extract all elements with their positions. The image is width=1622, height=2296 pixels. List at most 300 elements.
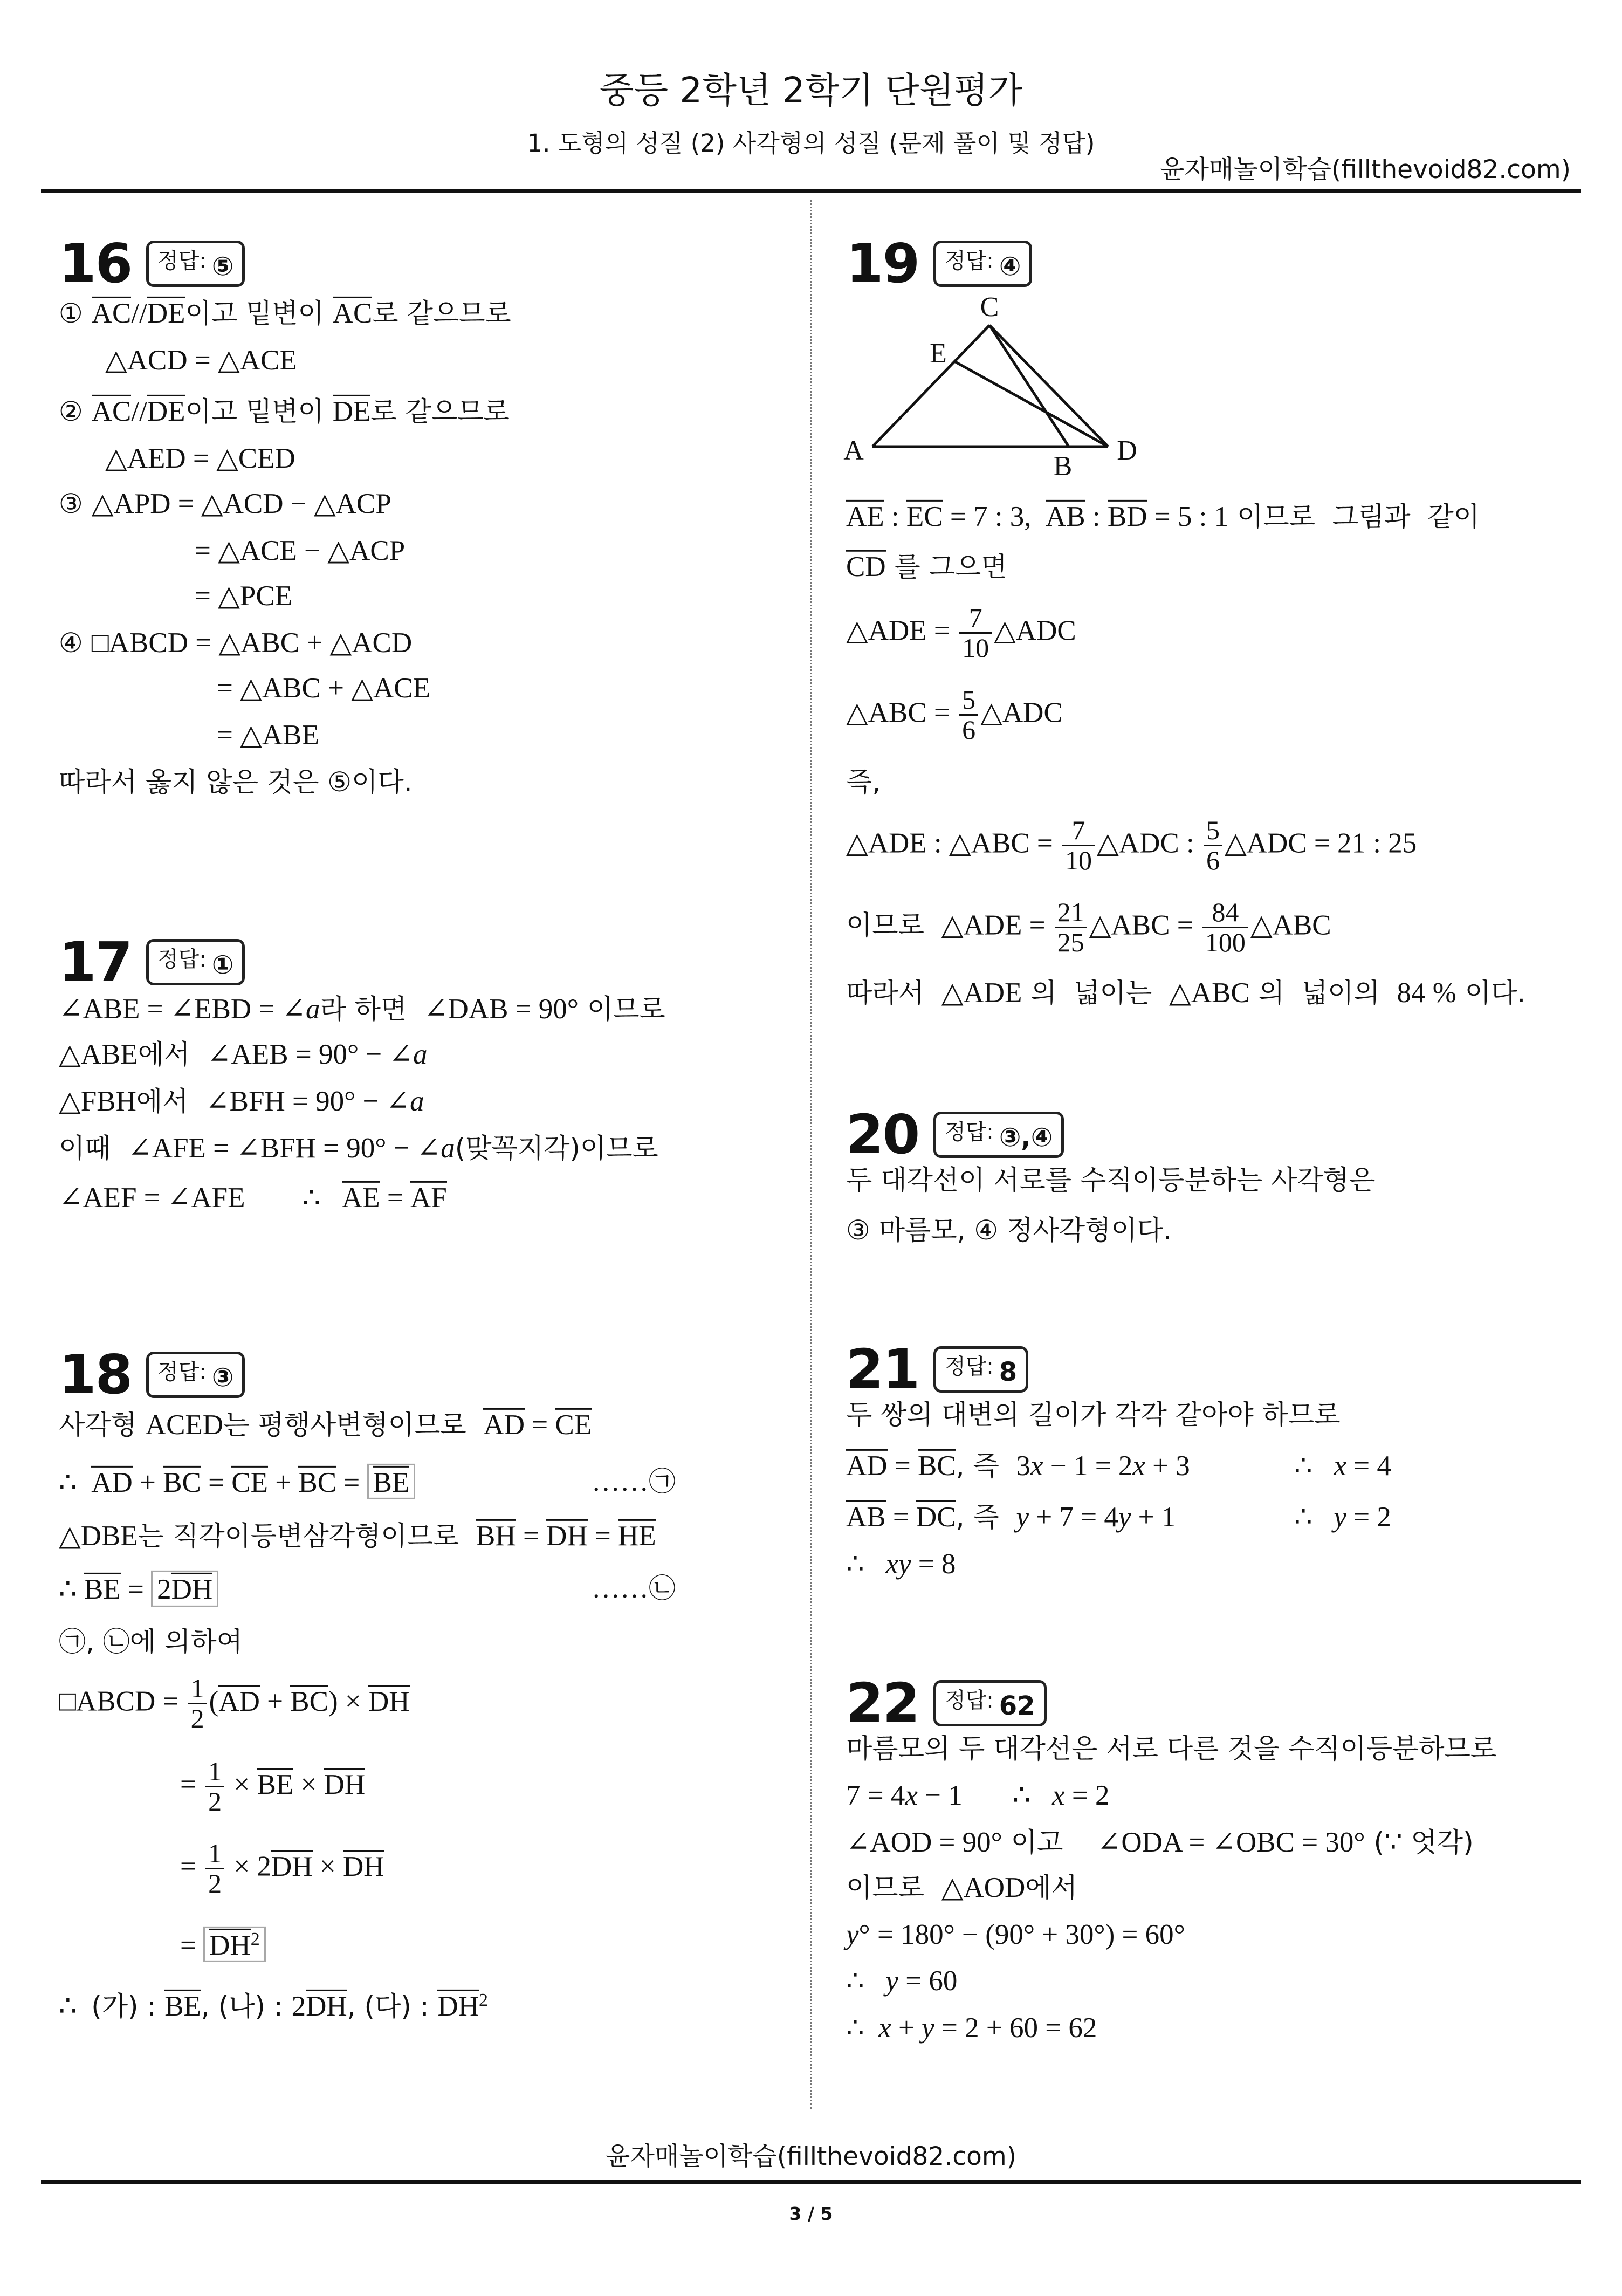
solution-line <box>846 1963 957 1999</box>
page-number: 3 / 5 <box>789 2203 833 2224</box>
answer-value: ① <box>211 950 234 980</box>
solution-line <box>846 1448 1391 1484</box>
text-run: 이므로 그림과 같이 <box>1228 501 1480 532</box>
fraction <box>959 604 992 662</box>
overlined-segment: BE <box>164 1990 201 2022</box>
math-expression: ∴ <box>59 1990 92 2022</box>
tab-aligned-note <box>592 1571 676 1606</box>
text-run: ㉠, ㉡에 의하여 <box>59 1626 243 1657</box>
math-expression: = 5 : 1 <box>1147 501 1229 532</box>
overlined-segment: AF <box>410 1182 447 1214</box>
text-run: 따라서 옳지 않은 것은 ⑤이다. <box>59 766 413 798</box>
solution-line <box>846 1778 1109 1813</box>
math-variable: x <box>905 1779 918 1811</box>
problem-number: 18 <box>59 1343 132 1406</box>
math-expression: ACED <box>145 1409 224 1441</box>
overlined-segment: EC <box>906 501 943 532</box>
solution-line <box>846 816 1417 874</box>
math-expression: △ABC = <box>846 697 958 729</box>
text-run: ㉡ <box>649 1572 676 1604</box>
text-run: 두 쌍의 대변의 길이가 각각 같아야 하므로 <box>846 1399 1341 1430</box>
overlined-segment: DE <box>332 395 371 427</box>
answer-label: 정답: <box>945 248 994 273</box>
solution-line <box>846 1825 1474 1860</box>
answer-label: 정답: <box>945 1354 994 1379</box>
math-variable: x <box>1052 1779 1065 1811</box>
solution-line <box>105 441 295 476</box>
math-expression: × <box>226 1769 257 1800</box>
overlined-segment: BD <box>1107 501 1147 532</box>
tab-aligned-note <box>1294 1499 1391 1535</box>
text-run: 이므로 <box>579 993 665 1025</box>
solution-line <box>195 533 405 568</box>
math-expression: ∴ <box>846 1965 886 1997</box>
overlined-segment: DH <box>437 1990 479 2022</box>
solution-line <box>59 1130 658 1166</box>
solution-line <box>846 1917 1185 1952</box>
fraction <box>205 1757 224 1815</box>
fraction-denominator: 2 <box>190 1703 204 1733</box>
math-expression: + <box>132 1466 163 1498</box>
math-variable: y <box>922 2012 934 2044</box>
solution-line <box>59 1625 243 1659</box>
math-expression: △ADC <box>994 615 1076 647</box>
overlined-segment: AC <box>332 297 373 329</box>
fraction <box>1055 898 1087 956</box>
math-expression: △ABC <box>1169 977 1250 1009</box>
math-variable: y <box>1334 1501 1347 1533</box>
answer-box <box>146 1352 245 1398</box>
page-subtitle: 1. 도형의 성질 (2) 사각형의 성질 (문제 풀이 및 정답) <box>527 129 1095 157</box>
math-variable: a <box>441 1132 455 1164</box>
math-expression: ∵ <box>1384 1826 1403 1858</box>
text-run: , (다) : <box>347 1990 438 2022</box>
overlined-segment: DH <box>271 1850 313 1882</box>
fraction-numerator: 5 <box>1204 816 1222 846</box>
fraction-numerator: 7 <box>1062 816 1095 846</box>
overlined-segment: BE <box>84 1573 121 1605</box>
math-expression: = △ABE <box>217 719 319 751</box>
math-expression: : <box>884 501 906 532</box>
problem-number: 16 <box>59 232 132 295</box>
solution-line <box>180 1839 384 1897</box>
fraction-numerator: 5 <box>959 686 978 716</box>
math-expression: = 2 <box>1064 1779 1110 1811</box>
fraction-denominator: 25 <box>1057 927 1084 957</box>
fraction-numerator: 1 <box>188 1674 207 1704</box>
text-run: 로 같으므로 <box>372 297 511 329</box>
math-expression: △ADC : <box>1097 827 1201 859</box>
fraction <box>1204 816 1222 874</box>
math-expression: // <box>131 297 147 329</box>
math-variable: x <box>878 2012 891 2044</box>
fraction-denominator: 10 <box>1065 845 1092 875</box>
math-expression: × <box>293 1769 324 1800</box>
solution-line <box>59 1037 427 1072</box>
boxed-expression <box>203 1927 266 1962</box>
column-divider <box>810 200 812 2109</box>
math-expression: □ABCD = △ABC + △ACD <box>91 627 413 659</box>
answer-label: 정답: <box>157 1359 207 1385</box>
answer-box <box>146 939 245 985</box>
math-expression: − 1 ∴ <box>917 1779 1053 1811</box>
text-run: 는 평행사변형이므로 <box>223 1409 484 1441</box>
math-expression: ∴ <box>1294 1450 1334 1482</box>
solution-line <box>180 1927 266 1963</box>
segment-cd <box>989 325 1108 447</box>
math-expression: : <box>1085 501 1108 532</box>
math-expression: △ADE : △ABC = <box>846 827 1061 859</box>
solution-line <box>59 1674 410 1732</box>
math-expression: × 2 <box>226 1850 272 1882</box>
text-run: 이고 밑변이 <box>185 297 333 329</box>
overlined-segment: AD <box>483 1409 525 1441</box>
text-run: 라 하면 <box>320 993 424 1025</box>
text-run: ③ 마름모, ④ 정사각형이다. <box>846 1214 1172 1246</box>
math-variable: a <box>413 1038 428 1070</box>
solution-line <box>59 1464 676 1500</box>
math-expression: + <box>891 2012 922 2044</box>
label-e: E <box>930 338 947 369</box>
answer-box <box>933 241 1032 287</box>
overlined-segment: BC <box>917 1450 956 1482</box>
overlined-segment: DH <box>306 1990 347 2022</box>
math-variable: x <box>1132 1450 1145 1482</box>
text-run: 사각형 <box>59 1409 146 1441</box>
math-expression: + <box>268 1466 299 1498</box>
math-expression: ∠AEF = ∠AFE ∴ <box>59 1182 342 1214</box>
overlined-segment: DH <box>368 1685 410 1717</box>
math-expression: = <box>336 1466 367 1498</box>
math-expression: ∠AFE = ∠BFH = 90° − ∠ <box>128 1132 441 1164</box>
solution-line <box>846 1214 1172 1248</box>
solution-line <box>846 1499 1391 1535</box>
fraction <box>959 686 978 744</box>
fraction-denominator: 100 <box>1205 927 1246 957</box>
math-expression: = △ABC + △ACE <box>217 672 431 704</box>
math-expression: = <box>180 1850 204 1882</box>
math-expression: ∠ODA = ∠OBC = 30° <box>1097 1826 1365 1858</box>
math-variable: a <box>306 993 320 1025</box>
math-expression: △ADE = <box>846 615 958 647</box>
answer-box <box>933 1112 1064 1158</box>
segment-ed <box>954 361 1108 447</box>
answer-value: 8 <box>999 1357 1018 1387</box>
math-expression: ∠BFH = 90° − ∠ <box>205 1085 410 1117</box>
math-expression: …… <box>592 1572 649 1604</box>
text-run: ( <box>1365 1826 1384 1858</box>
text-run: 에서 <box>138 1038 208 1070</box>
math-expression: △ACD = △ACE <box>105 344 297 376</box>
overlined-segment: DE <box>147 395 185 427</box>
math-variable: y <box>885 1965 899 1997</box>
text-run: 이므로 <box>846 909 941 941</box>
problem-number: 20 <box>846 1103 919 1166</box>
overlined-segment: AD <box>218 1685 260 1717</box>
label-a: A <box>843 435 864 466</box>
problem-number: 21 <box>846 1338 919 1401</box>
overlined-segment: BE <box>257 1769 294 1800</box>
math-expression: × <box>312 1850 343 1882</box>
overlined-segment: AD <box>91 1466 133 1498</box>
text-run: 에서 <box>136 1085 206 1117</box>
math-expression: □ABCD = <box>59 1685 186 1717</box>
text-run: 엇각) <box>1402 1826 1474 1858</box>
math-expression: △DBE <box>59 1520 138 1552</box>
fraction <box>1202 898 1248 956</box>
fraction <box>1062 816 1095 874</box>
answer-value: 62 <box>999 1691 1035 1721</box>
overlined-segment: AE <box>341 1182 380 1214</box>
solution-line <box>180 1757 365 1815</box>
fraction <box>205 1839 224 1897</box>
overlined-segment: AD <box>846 1450 888 1482</box>
fraction <box>188 1674 207 1732</box>
math-expression: = 8 <box>911 1548 956 1580</box>
solution-line <box>59 1180 447 1216</box>
text-run: , (나) : <box>201 1990 292 2022</box>
math-expression: 2 <box>157 1573 171 1605</box>
text-run: ② <box>59 395 92 427</box>
problem-19-triangle-figure <box>830 291 1165 485</box>
fraction-numerator: 7 <box>959 604 992 634</box>
math-expression: = △ACE − △ACP <box>195 534 406 566</box>
solution-line <box>846 686 1063 744</box>
overlined-segment: CD <box>846 551 886 582</box>
math-expression: + 3 <box>1145 1450 1190 1482</box>
math-expression: = <box>380 1182 410 1214</box>
text-run: 이므로 <box>846 1872 941 1903</box>
page-title: 중등 2학년 2학기 단원평가 <box>599 70 1023 111</box>
solution-line <box>59 991 665 1027</box>
math-expression: …… <box>592 1465 649 1497</box>
text-run: 는 직각이등변삼각형이므로 <box>138 1520 477 1552</box>
math-expression: △AED = △CED <box>105 442 295 474</box>
math-expression: ∴ <box>846 2012 879 2044</box>
fraction-denominator: 6 <box>962 714 976 745</box>
math-expression: = 2 <box>1346 1501 1391 1533</box>
text-run: , 즉 <box>956 1501 1016 1533</box>
math-expression: ∴ <box>1294 1501 1334 1533</box>
math-expression: + <box>259 1685 291 1717</box>
fraction-denominator: 6 <box>1206 845 1220 875</box>
header-rule <box>41 189 1581 193</box>
overlined-segment: AB <box>1046 501 1085 532</box>
solution-line <box>846 499 1480 534</box>
math-expression: △ABC <box>1250 909 1331 941</box>
overlined-segment: AC <box>91 395 132 427</box>
math-expression: ∠ABE = ∠EBD = ∠ <box>59 993 306 1025</box>
text-run: 즉, <box>846 766 881 798</box>
math-expression: ( <box>209 1685 219 1717</box>
header-brand: 윤자매놀이학습(fillthevoid82.com) <box>1160 155 1571 184</box>
text-run: 이때 <box>59 1132 128 1164</box>
solution-line <box>846 898 1331 956</box>
fraction-denominator: 2 <box>208 1786 222 1817</box>
solution-line <box>59 1407 592 1443</box>
solution-line <box>846 975 1525 1011</box>
answer-label: 정답: <box>945 1119 994 1144</box>
fraction-numerator: 84 <box>1202 898 1248 928</box>
answer-label: 정답: <box>157 248 207 273</box>
overlined-segment: HE <box>618 1520 656 1552</box>
fraction-denominator: 2 <box>208 1868 222 1899</box>
overlined-segment: AE <box>846 501 884 532</box>
math-expression: ∴ <box>59 1573 84 1605</box>
solution-line <box>846 1732 1496 1766</box>
math-expression: 7 = 4 <box>846 1779 905 1811</box>
label-b: B <box>1053 451 1073 482</box>
math-expression: = 7 : 3, <box>943 501 1046 532</box>
math-expression: △ABE <box>59 1038 138 1070</box>
solution-line <box>59 1518 656 1554</box>
label-d: D <box>1117 435 1137 466</box>
solution-line <box>846 1398 1340 1432</box>
solution-line <box>846 2010 1097 2046</box>
solution-line <box>217 670 430 706</box>
math-expression: 3 <box>1016 1450 1031 1482</box>
overlined-segment: DH <box>546 1520 588 1552</box>
solution-line <box>59 296 511 331</box>
solution-line <box>846 604 1076 662</box>
overlined-segment: AC <box>91 297 132 329</box>
math-expression: ∠AOD = 90° <box>846 1826 1002 1858</box>
math-expression: ) × <box>328 1685 369 1717</box>
overlined-segment: BC <box>163 1466 201 1498</box>
overlined-segment: BE <box>373 1466 410 1498</box>
superscript: 2 <box>479 1990 489 2011</box>
math-expression: + 1 <box>1131 1501 1176 1533</box>
overlined-segment: BC <box>290 1685 328 1717</box>
label-c: C <box>980 292 999 323</box>
problem-number: 22 <box>846 1671 919 1735</box>
math-expression: ∴ <box>846 1548 886 1580</box>
math-variable: y <box>1118 1501 1131 1533</box>
text-run: ① <box>59 297 92 329</box>
overlined-segment: AB <box>846 1501 886 1533</box>
fraction-numerator: 1 <box>205 1839 224 1869</box>
overlined-segment: DH <box>324 1769 366 1800</box>
overlined-segment: DC <box>916 1501 956 1533</box>
solution-line <box>105 342 297 378</box>
solution-line <box>59 1084 424 1119</box>
math-expression: = <box>587 1520 618 1552</box>
footer-brand: 윤자매놀이학습(fillthevoid82.com) <box>606 2142 1016 2171</box>
math-expression: ∠DAB = 90° <box>424 993 579 1025</box>
tab-aligned-note <box>1294 1448 1391 1484</box>
math-variable: y <box>1016 1501 1029 1533</box>
answer-value: ③,④ <box>999 1122 1053 1153</box>
math-expression: △ADC = 21 : 25 <box>1224 827 1417 859</box>
math-variable: y <box>846 1918 859 1950</box>
overlined-segment: CE <box>555 1409 592 1441</box>
math-expression: ∠AEB = 90° − ∠ <box>207 1038 413 1070</box>
text-run: 마름모의 두 대각선은 서로 다른 것을 수직이등분하므로 <box>846 1732 1497 1764</box>
math-expression: = <box>180 1929 204 1961</box>
math-expression: = <box>525 1409 555 1441</box>
text-run: 이고 <box>1002 1826 1097 1858</box>
answer-box <box>146 241 245 287</box>
math-expression: = 4 <box>1346 1450 1391 1482</box>
math-expression: △FBH <box>59 1085 136 1117</box>
math-expression: △ADE <box>941 977 1022 1009</box>
math-expression: = <box>516 1520 547 1552</box>
text-run: 로 같으므로 <box>370 395 510 427</box>
boxed-expression <box>151 1571 218 1607</box>
math-expression: △APD = △ACD − △ACP <box>91 488 391 519</box>
solution-line <box>846 1870 1077 1906</box>
text-run: 에서 <box>1025 1872 1077 1903</box>
answer-value: ③ <box>211 1362 234 1393</box>
text-run: (맞꼭지각)이므로 <box>455 1132 658 1164</box>
math-expression: = 2 + 60 = 62 <box>934 2012 1097 2044</box>
answer-box <box>933 1680 1047 1726</box>
text-run: 이고 밑변이 <box>185 395 333 427</box>
solution-line <box>846 1163 1375 1197</box>
math-expression: ° = 180° − (90° + 30°) = 60° <box>858 1918 1185 1950</box>
math-expression: △ABC = <box>1089 909 1200 941</box>
math-expression: // <box>131 395 147 427</box>
text-run: 의 넓이는 <box>1022 977 1170 1009</box>
text-run: 의 넓이의 <box>1249 977 1397 1009</box>
overlined-segment: DH <box>171 1573 213 1605</box>
math-expression: △AOD <box>941 1872 1026 1903</box>
math-expression: = <box>885 1501 917 1533</box>
overlined-segment: BH <box>476 1520 516 1552</box>
solution-line <box>846 550 1007 584</box>
superscript: 2 <box>250 1929 260 1950</box>
text-run: , 즉 <box>956 1450 1016 1482</box>
text-run: ③ <box>59 488 92 519</box>
text-run: 를 그으면 <box>885 551 1007 582</box>
math-variable: x <box>1334 1450 1347 1482</box>
solution-line <box>846 1546 956 1582</box>
text-run: ㉠ <box>649 1465 676 1497</box>
fraction-numerator: 21 <box>1055 898 1087 928</box>
solution-line <box>217 717 319 753</box>
boxed-expression <box>367 1464 416 1499</box>
solution-line <box>59 486 391 522</box>
answer-box <box>933 1346 1028 1393</box>
fraction-denominator: 10 <box>962 632 989 663</box>
text-run: 따라서 <box>846 977 941 1009</box>
text-run: 이다. <box>1456 977 1526 1009</box>
solution-line <box>59 394 510 429</box>
math-variable: xy <box>885 1548 911 1580</box>
tab-aligned-note <box>592 1464 676 1499</box>
problem-number: 19 <box>846 232 919 295</box>
math-expression: △ADC <box>980 697 1063 729</box>
math-expression: = <box>120 1573 152 1605</box>
math-expression: ∴ <box>59 1466 92 1498</box>
footer-rule <box>41 2180 1581 2184</box>
math-expression: = △PCE <box>195 580 293 612</box>
math-expression: 84 % <box>1397 977 1456 1009</box>
math-expression: △ADE = <box>941 909 1053 941</box>
math-variable: a <box>410 1085 424 1117</box>
math-expression: = 60 <box>898 1965 958 1997</box>
answer-value: ④ <box>999 251 1021 282</box>
solution-line <box>59 1989 488 2024</box>
math-expression: = <box>887 1450 918 1482</box>
solution-line <box>59 625 412 661</box>
overlined-segment: BC <box>298 1466 337 1498</box>
overlined-segment: CE <box>231 1466 269 1498</box>
text-run: 두 대각선이 서로를 수직이등분하는 사각형은 <box>846 1164 1376 1196</box>
text-run: (가) : <box>91 1990 165 2022</box>
solution-line <box>59 1571 676 1607</box>
solution-line <box>195 578 292 614</box>
